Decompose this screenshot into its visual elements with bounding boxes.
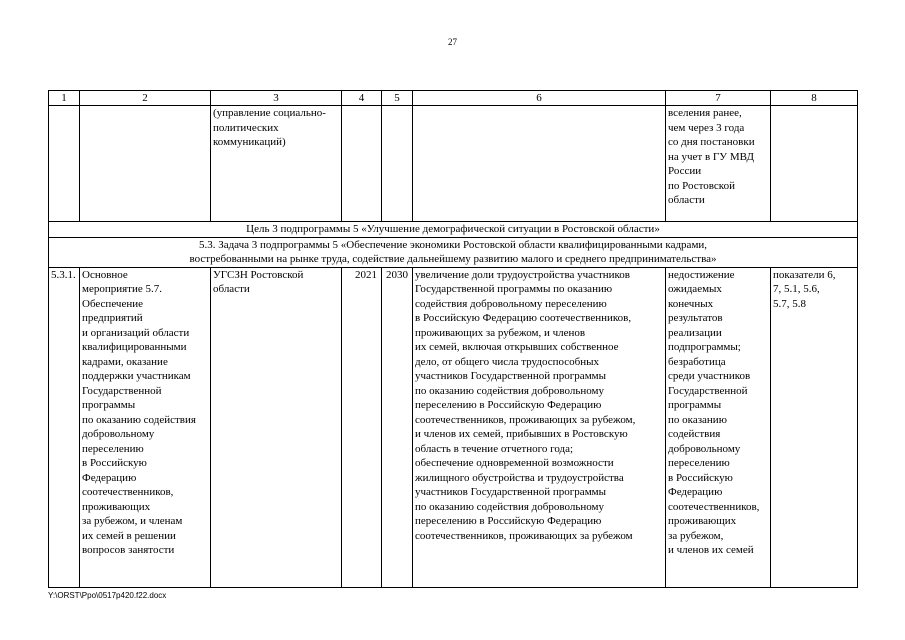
program-table xyxy=(48,90,858,588)
responsible-executor: УГСЗН Ростовской области xyxy=(211,267,342,587)
measure-name: Основное мероприятие 5.7. Обеспечение предприятий и организаций области квалифицированными кадрами, оказание поддержки участникам Государственной программы по оказанию содействия добровольному переселению в Российскую Федерацию соотечественников, проживающих за рубежом, и членам их семей в решении вопросов занятости xyxy=(80,267,211,587)
end-year: 2030 xyxy=(382,267,413,587)
column-number: 3 xyxy=(211,91,342,106)
column-number: 7 xyxy=(666,91,771,106)
page-number: 27 xyxy=(448,37,457,47)
measure-row xyxy=(49,267,858,587)
cell xyxy=(49,106,80,222)
executor-cell: (управление социально- политических коммуникаций) xyxy=(211,106,342,222)
column-number-row xyxy=(49,91,858,106)
goal-row xyxy=(49,222,858,238)
goal-title: Цель 3 подпрограммы 5 «Улучшение демографической ситуации в Ростовской области» xyxy=(49,222,858,238)
column-number: 1 xyxy=(49,91,80,106)
measure-number: 5.3.1. xyxy=(49,267,80,587)
task-row xyxy=(49,237,858,267)
cell xyxy=(80,106,211,222)
cell xyxy=(771,106,858,222)
related-indicators: показатели 6, 7, 5.1, 5.6, 5.7, 5.8 xyxy=(771,267,858,587)
cell xyxy=(413,106,666,222)
task-title: 5.3. Задача 3 подпрограммы 5 «Обеспечение экономики Ростовской области квалифицированными кадрами, востребованными на рынке труда, содействие дальнейшему развитию малого и среднего предпринимательства» xyxy=(49,237,858,267)
column-number: 2 xyxy=(80,91,211,106)
cell xyxy=(382,106,413,222)
column-number: 4 xyxy=(342,91,382,106)
non-implementation-consequences: недостижение ожидаемых конечных результатов реализации подпрограммы; безработица среди участников Государственной программы по оказанию содействия добровольному переселению в Российскую Федерацию соотечественников, проживающих за рубежом, и членов их семей xyxy=(666,267,771,587)
cell xyxy=(342,106,382,222)
column-number: 6 xyxy=(413,91,666,106)
file-path-footer: Y:\ORST\Ppo\0517p420.f22.docx xyxy=(48,591,167,600)
expected-result: увеличение доли трудоустройства участников Государственной программы по оказанию содействия добровольному переселению в Российскую Федерацию соотечественников, проживающих за рубежом, и членов их семей, включая открывших собственное дело, от общего числа трудоспособных участников Государственной программы по оказанию содействия добровольному переселению в Российскую Федерацию соотечественников, проживающих за рубежом, и членов их семей, прибывших в Ростовскую область в течение отчетного года; обеспечение одновременной возможности жилищного обустройства и трудоустройства участников Государственной программы по оказанию содействия добровольному переселению в Российскую Федерацию соотечественников, проживающих за рубежом xyxy=(413,267,666,587)
consequences-cell: вселения ранее, чем через 3 года со дня постановки на учет в ГУ МВД России по Ростовской области xyxy=(666,106,771,222)
column-number: 8 xyxy=(771,91,858,106)
start-year: 2021 xyxy=(342,267,382,587)
continuation-row xyxy=(49,106,858,222)
column-number: 5 xyxy=(382,91,413,106)
